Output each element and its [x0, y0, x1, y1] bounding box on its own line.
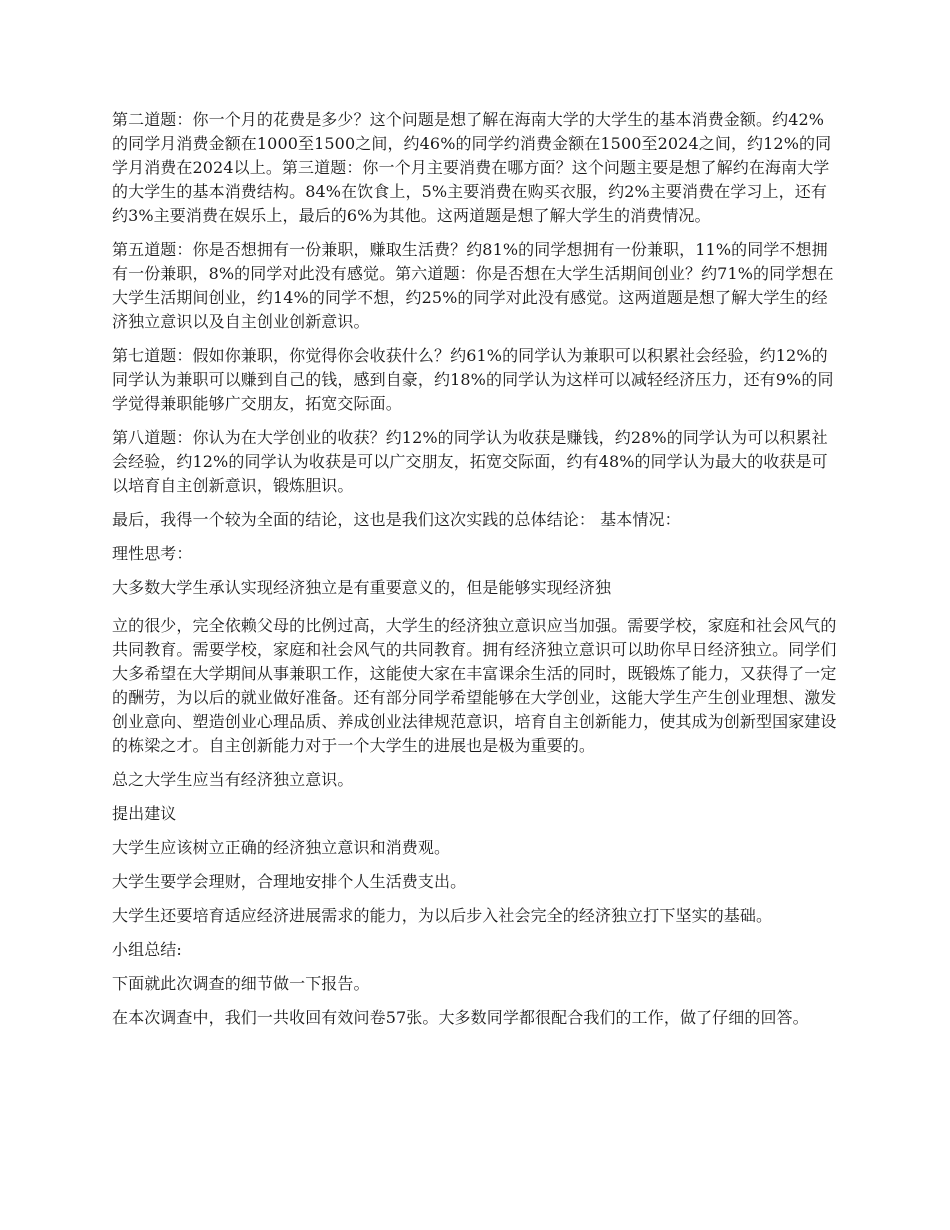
- paragraph-q5-q6: 第五道题：你是否想拥有一份兼职，赚取生活费？约81%的同学想拥有一份兼职，11%的同学不想拥有一份兼职，8%的同学对此没有感觉。第六道题：你是否想在大学生活期间创业？约71%的同学想在大学生活期间创业，约14%的同学不想，约25%的同学对此没有感觉。这两道题是想了解大学生的经济独立意识以及自主创业创新意识。: [112, 240, 834, 331]
- heading-rational-thinking: 理性思考：: [112, 544, 193, 563]
- paragraph-q7: 第七道题：假如你兼职，你觉得你会收获什么？约61%的同学认为兼职可以积累社会经验，约12%的同学认为兼职可以赚到自己的钱，感到自豪，约18%的同学认为这样可以减轻经济压力，还有9%的同学觉得兼职能够广交朋友，拓宽交际面。: [112, 346, 834, 413]
- document-body: [112, 108, 840, 1040]
- paragraph-q8: 第八道题：你认为在大学创业的收获？约12%的同学认为收获是赚钱，约28%的同学认为可以积累社会经验，约12%的同学认为收获是可以广交朋友，拓宽交际面，约有48%的同学认为最大的收获是可以培育自主创新意识，锻炼胆识。: [112, 428, 828, 495]
- paragraph-independence-body: 立的很少，完全依赖父母的比例过高，大学生的经济独立意识应当加强。需要学校，家庭和社会风气的共同教育。需要学校，家庭和社会风气的共同教育。拥有经济独立意识可以助你早日经济独立。同学们大多希望在大学期间从事兼职工作，这能使大家在丰富课余生活的同时，既锻炼了能力，又获得了一定的酬劳，为以后的就业做好准备。还有部分同学希望能够在大学创业，这能大学生产生创业理想、激发创业意向、塑造创业心理品质、养成创业法律规范意识，培育自主创新能力，使其成为创新型国家建设的栋梁之才。自主创新能力对于一个大学生的进展也是极为重要的。: [112, 616, 837, 755]
- paragraph-q2-q3: 第二道题：你一个月的花费是多少？这个问题是想了解在海南大学的大学生的基本消费金额。约42%的同学月消费金额在1000至1500之间，约46%的同学约消费金额在1500至2024之间，约12%的同学月消费在2024以上。第三道题：你一个月主要消费在哪方面？这个问题主要是想了解约在海南大学的大学生的基本消费结构。84%在饮食上，5%主要消费在购买衣服，约2%主要消费在学习上，还有约3%主要消费在娱乐上，最后的6%为其他。这两道题是想了解大学生的消费情况。: [112, 110, 832, 225]
- suggestion-2: 大学生要学会理财，合理地安排个人生活费支出。: [112, 872, 467, 891]
- paragraph-conclusion-intro: 最后，我得一个较为全面的结论，这也是我们这次实践的总体结论： 基本情况：: [112, 510, 681, 529]
- paragraph-survey-count: 在本次调查中，我们一共收回有效问卷57张。大多数同学都很配合我们的工作，做了仔细的回答。: [112, 1008, 809, 1027]
- paragraph-independence-start: 大多数大学生承认实现经济独立是有重要意义的，但是能够实现经济独: [112, 578, 612, 597]
- paragraph-report-intro: 下面就此次调查的细节做一下报告。: [112, 974, 370, 993]
- suggestion-3: 大学生还要培育适应经济进展需求的能力，为以后步入社会完全的经济独立打下坚实的基础。: [112, 906, 773, 925]
- heading-group-summary: 小组总结:: [112, 940, 182, 959]
- heading-suggestions: 提出建议: [112, 804, 177, 823]
- suggestion-1: 大学生应该树立正确的经济独立意识和消费观。: [112, 838, 451, 857]
- paragraph-summary: 总之大学生应当有经济独立意识。: [112, 770, 354, 789]
